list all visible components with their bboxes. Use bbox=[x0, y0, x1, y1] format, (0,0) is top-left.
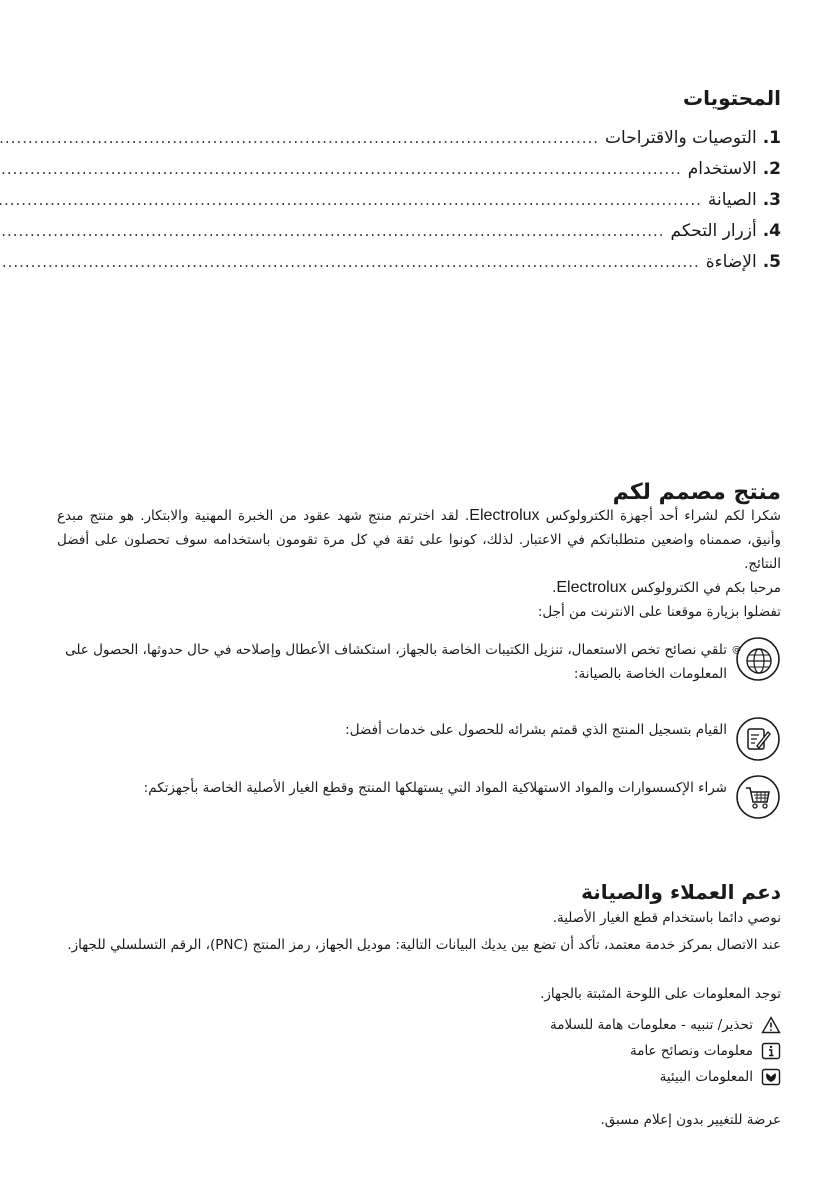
support-original-parts: نوصي دائما باستخدام قطع الغيار الأصلية. bbox=[552, 910, 781, 926]
intro-text-before: شكرا لكم لشراء أحد أجهزة الكترولوكس bbox=[545, 508, 781, 524]
feature-text: تلقي نصائح تخص الاستعمال، تنزيل الكتيبات الخاصة بالجهاز، استكشاف الأعطال وإصلاحه في حال حدوثها، الحصول على المعلومات الخاصة بالصيانة: bbox=[65, 642, 727, 682]
feature-website-support bbox=[57, 636, 781, 686]
welcome-period: . bbox=[552, 580, 557, 596]
legend-info bbox=[501, 1038, 781, 1064]
environment-icon bbox=[761, 1068, 781, 1086]
toc-leader-dots bbox=[0, 129, 599, 147]
toc-item-label: الاستخدام bbox=[687, 159, 757, 179]
toc-item-number: .1 bbox=[762, 128, 781, 148]
toc-leader-dots bbox=[0, 160, 682, 178]
toc-leader-dots bbox=[0, 191, 702, 209]
visit-website-line: تفضلوا بزيارة موقعنا على الانترنت من أجل: bbox=[537, 604, 781, 620]
table-of-contents bbox=[177, 128, 781, 283]
toc-item-label: أزرار التحكم bbox=[670, 221, 757, 241]
toc-item-usage[interactable] bbox=[177, 159, 781, 190]
intro-paragraph bbox=[57, 504, 781, 576]
intro-text-after: . لقد اخترتم منتج شهد عقود من الخبرة المهنية والابتكار. هو منتج مبدع وأنيق، صممناه واضعين متطلباتكم في الاعتبار. لذلك، كونوا على ثقة في كل مرة تقومون باستخدامه سوف تحصلون على أفضل النتائج. bbox=[57, 508, 781, 572]
toc-item-number: .4 bbox=[762, 221, 781, 241]
toc-item-label: الصيانة bbox=[707, 190, 757, 210]
toc-item-number: .2 bbox=[762, 159, 781, 179]
support-rating-plate: توجد المعلومات على اللوحة المثبتة بالجهاز. bbox=[540, 986, 781, 1002]
legend-text: معلومات ونصائح عامة bbox=[629, 1043, 753, 1059]
toc-item-label: الإضاءة bbox=[705, 252, 757, 272]
toc-item-number: .5 bbox=[762, 252, 781, 272]
legend-warning bbox=[501, 1012, 781, 1038]
registration-pen-icon bbox=[735, 716, 781, 762]
legend-text: المعلومات البيئية bbox=[659, 1069, 753, 1085]
toc-item-label: التوصيات والاقتراحات bbox=[605, 128, 757, 148]
legend-environment bbox=[501, 1064, 781, 1090]
feature-product-registration bbox=[57, 716, 781, 762]
shopping-cart-icon bbox=[735, 774, 781, 820]
toc-item-controls[interactable] bbox=[177, 221, 781, 252]
info-icon bbox=[761, 1042, 781, 1060]
brand-name: Electrolux bbox=[556, 579, 627, 596]
toc-item-number: .3 bbox=[762, 190, 781, 210]
customer-support-title: دعم العملاء والصيانة bbox=[581, 880, 781, 904]
toc-item-recommendations[interactable] bbox=[177, 128, 781, 159]
brand-name: Electrolux bbox=[469, 507, 540, 524]
globe-at-icon bbox=[732, 636, 781, 682]
toc-item-lighting[interactable] bbox=[177, 252, 781, 283]
toc-leader-dots bbox=[0, 253, 700, 271]
warning-triangle-icon bbox=[761, 1016, 781, 1034]
support-service-contact: عند الاتصال بمركز خدمة معتمد، تأكد أن تضع بين يديك البيانات التالية: موديل الجهاز، رمز المنتج (PNC)، الرقم التسلسلي للجهاز. bbox=[67, 937, 781, 953]
feature-text: القيام بتسجيل المنتج الذي قمتم بشرائه للحصول على خدمات أفضل: bbox=[345, 722, 727, 738]
symbols-legend bbox=[501, 1012, 781, 1090]
designed-for-you-title: منتج مصمم لكم bbox=[612, 480, 781, 505]
contents-title: المحتويات bbox=[682, 86, 781, 110]
legend-text: تحذير/ تنبيه - معلومات هامة للسلامة bbox=[550, 1017, 753, 1033]
toc-leader-dots bbox=[0, 222, 665, 240]
feature-text: شراء الإكسسوارات والمواد الاستهلاكية المواد التي يستهلكها المنتج وقطع الغيار الأصلية الخاصة بأجهزتكم: bbox=[143, 780, 727, 796]
welcome-text: مرحبا بكم في الكترولوكس bbox=[630, 580, 781, 596]
feature-accessories-shop bbox=[57, 774, 781, 820]
svg-text:@: @ bbox=[732, 645, 741, 655]
welcome-line bbox=[57, 576, 781, 600]
subject-to-change-note: عرضة للتغيير بدون إعلام مسبق. bbox=[600, 1112, 781, 1128]
toc-item-maintenance[interactable] bbox=[177, 190, 781, 221]
